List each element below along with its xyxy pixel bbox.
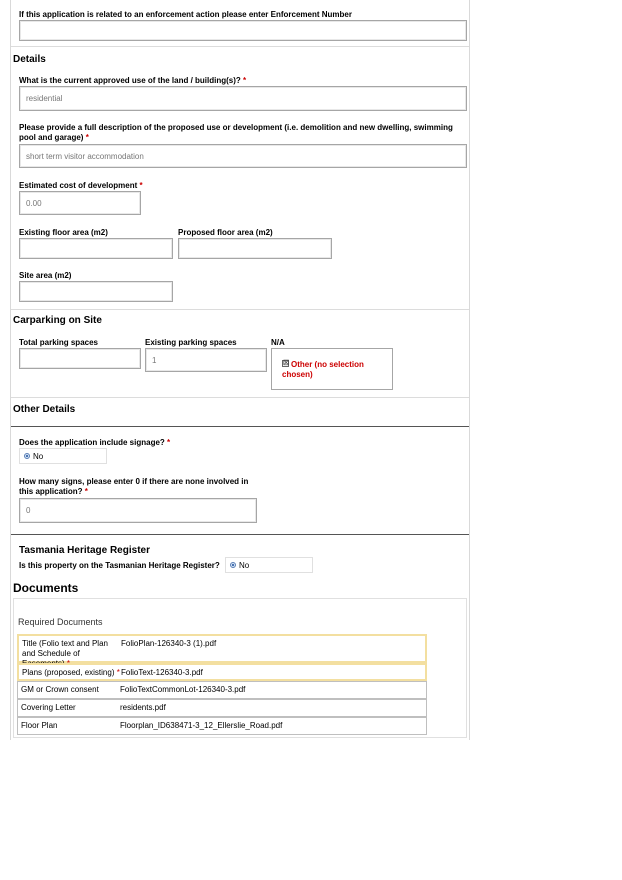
other-checkbox-option[interactable] — [282, 360, 382, 380]
table-row[interactable] — [17, 663, 427, 681]
signage-radio-no[interactable] — [19, 448, 107, 464]
required-mark: * — [167, 438, 171, 447]
signage-value: No — [33, 451, 44, 461]
divider — [11, 426, 469, 427]
existing-floor-input[interactable] — [19, 238, 173, 259]
required-mark: * — [85, 133, 89, 142]
proposed-floor-label: Proposed floor area (m2) — [178, 228, 273, 237]
document-file[interactable]: residents.pdf — [120, 703, 166, 712]
document-name: Floor Plan — [21, 721, 58, 730]
checkbox-icon[interactable]: ☒ — [283, 360, 290, 367]
other-checkbox-group — [271, 348, 393, 390]
radio-selected-icon[interactable] — [230, 562, 236, 568]
documents-heading: Documents — [13, 581, 79, 595]
table-row[interactable] — [17, 717, 427, 735]
existing-floor-label: Existing floor area (m2) — [19, 228, 108, 237]
proposed-floor-input[interactable] — [178, 238, 332, 259]
cost-label: Estimated cost of development * — [19, 181, 143, 190]
required-mark: * — [84, 487, 88, 496]
existing-parking-label: Existing parking spaces — [145, 338, 237, 347]
divider — [11, 46, 469, 47]
na-label: N/A — [271, 338, 285, 347]
description-input[interactable]: short term visitor accommodation — [19, 144, 467, 168]
document-file[interactable]: FolioPlan-126340-3 (1).pdf — [121, 639, 217, 648]
signs-count-label: How many signs, please enter 0 if there are none involved in this application? * — [19, 477, 249, 496]
table-row[interactable] — [17, 699, 427, 717]
radio-selected-icon[interactable] — [24, 453, 30, 459]
total-parking-label: Total parking spaces — [19, 338, 98, 347]
document-name: GM or Crown consent — [21, 685, 99, 694]
table-row[interactable] — [17, 681, 427, 699]
current-use-label: What is the current approved use of the land / building(s)? * — [19, 76, 247, 85]
required-documents-heading: Required Documents — [18, 617, 103, 627]
document-name: Plans (proposed, existing) * — [22, 668, 120, 677]
heritage-value: No — [239, 560, 250, 570]
heritage-radio-no[interactable] — [225, 557, 313, 573]
document-file[interactable]: FolioTextCommonLot-126340-3.pdf — [120, 685, 246, 694]
table-row[interactable] — [17, 634, 427, 663]
carparking-heading: Carparking on Site — [13, 315, 102, 326]
description-label: Please provide a full description of the proposed use or development (i.e. demolition and new dwelling, swimming pool and garage) * — [19, 123, 453, 142]
enforcement-number-input[interactable] — [19, 20, 467, 41]
signs-count-input[interactable]: 0 — [19, 498, 257, 523]
current-use-input[interactable]: residential — [19, 86, 467, 111]
heritage-question: Is this property on the Tasmanian Heritage Register? — [19, 561, 220, 570]
total-parking-input[interactable] — [19, 348, 141, 369]
required-mark: * — [243, 76, 247, 85]
document-file[interactable]: FolioText-126340-3.pdf — [121, 668, 203, 677]
enforcement-label: If this application is related to an enforcement action please enter Enforcement Number — [19, 10, 352, 19]
cost-input[interactable]: 0.00 — [19, 191, 141, 215]
signage-label: Does the application include signage? * — [19, 438, 171, 447]
divider — [11, 534, 469, 535]
divider — [11, 309, 469, 310]
site-area-input[interactable] — [19, 281, 173, 302]
document-name: Title (Folio text and Plan and Schedule of — [22, 639, 122, 669]
details-heading: Details — [13, 54, 46, 65]
heritage-heading: Tasmania Heritage Register — [19, 545, 150, 556]
site-area-label: Site area (m2) — [19, 271, 72, 280]
other-label: Other (no selection chosen) — [282, 360, 364, 379]
document-file[interactable]: Floorplan_ID638471-3_12_Ellerslie_Road.pdf — [120, 721, 283, 730]
required-mark: * — [139, 181, 143, 190]
document-name: Covering Letter — [21, 703, 76, 712]
existing-parking-input[interactable]: 1 — [145, 348, 267, 372]
other-details-heading: Other Details — [13, 404, 76, 415]
required-mark: * — [116, 668, 120, 677]
divider — [11, 397, 469, 398]
application-form — [10, 0, 470, 740]
